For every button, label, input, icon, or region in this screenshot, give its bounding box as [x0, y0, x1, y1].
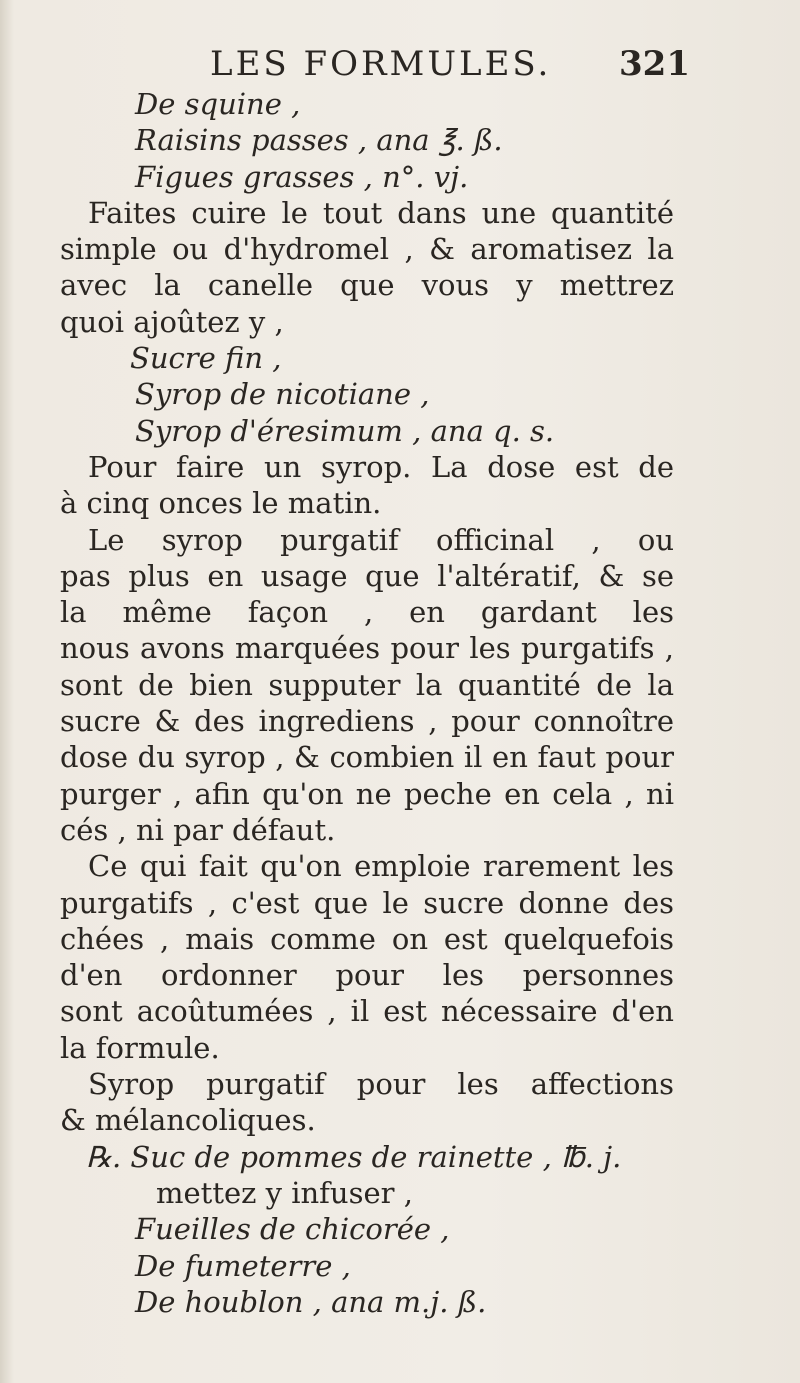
text-line: la formule. [60, 1030, 220, 1065]
text-line: Fueilles de chicorée , [135, 1212, 450, 1247]
text-line: De houblon , ana m.j. ß. [135, 1284, 487, 1319]
text-line: Le syrop purgatif officinal , ou [88, 522, 674, 557]
text-line: sont acoûtumées , il est nécessaire d'en [60, 994, 674, 1029]
text-line: nous avons marquées pour les purgatifs , [60, 631, 674, 666]
text-line: mettez y infuser , [156, 1175, 413, 1210]
text-line: De fumeterre , [135, 1248, 351, 1283]
page-number: 321 [619, 44, 690, 84]
text-line: pas plus en usage que l'altératif, & se [60, 558, 674, 593]
text-line: Syrop purgatif pour les affections [88, 1067, 674, 1102]
text-line: & mélancoliques. [60, 1103, 316, 1138]
text-line: Ce qui fait qu'on emploie rarement les [88, 849, 674, 884]
text-line: Syrop d'éresimum , ana q. s. [135, 413, 555, 448]
text-line: Raisins passes , ana ℥. ß. [135, 123, 503, 158]
text-line: simple ou d'hydromel , & aromatisez la [60, 232, 674, 267]
text-line: purgatifs , c'est que le sucre donne des [60, 885, 674, 920]
text-line: ℞. Suc de pommes de rainette , ℔. j. [86, 1139, 622, 1174]
text-line: Figues grasses , n°. vj. [135, 159, 469, 194]
text-line: dose du syrop , & combien il en faut pour [60, 740, 674, 775]
page-body [60, 86, 674, 1320]
text-line: la même façon , en gardant les [60, 595, 674, 630]
text-line: sucre & des ingrediens , pour connoître [60, 704, 674, 739]
text-line: Pour faire un syrop. La dose est de [88, 449, 674, 484]
text-line: Syrop de nicotiane , [135, 377, 430, 412]
text-line: Faites cuire le tout dans une quantité [88, 195, 674, 230]
text-line: chées , mais comme on est quelquefois [60, 921, 674, 956]
text-line: sont de bien supputer la quantité de la [60, 667, 674, 702]
text-line: à cinq onces le matin. [60, 486, 382, 521]
text-line: d'en ordonner pour les personnes [60, 958, 674, 993]
text-line: cés , ni par défaut. [60, 812, 336, 847]
running-title: LES FORMULES. [210, 44, 552, 84]
text-line: purger , afin qu'on ne peche en cela , ni [60, 776, 674, 811]
text-line: quoi ajoûtez y , [60, 304, 284, 339]
text-line: avec la canelle que vous y mettrez [60, 268, 674, 303]
text-line: De squine , [135, 87, 301, 121]
text-line: Sucre fin , [130, 341, 282, 376]
